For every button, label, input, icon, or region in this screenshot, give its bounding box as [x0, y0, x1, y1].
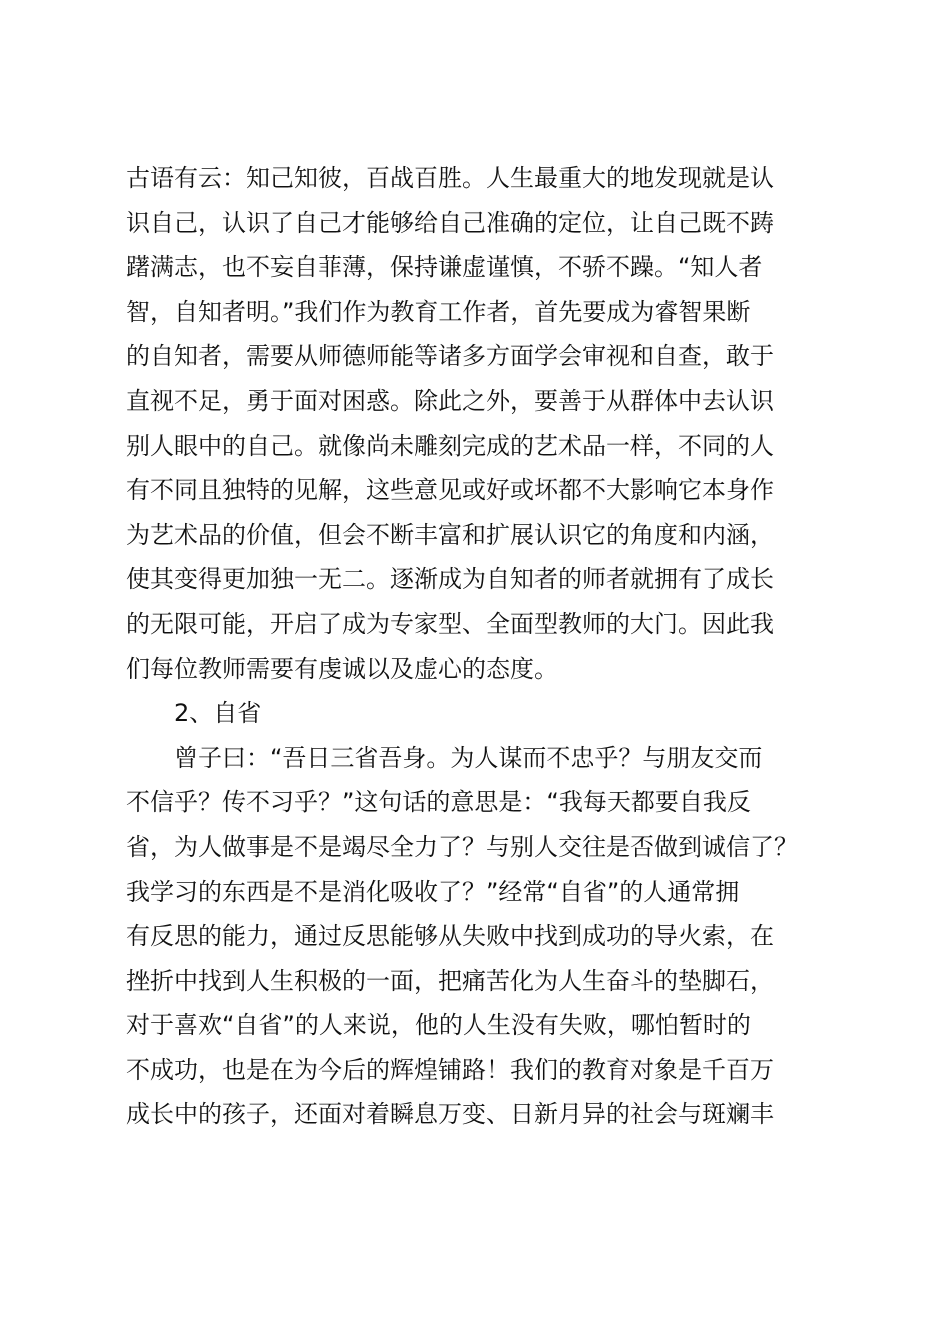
document-body	[126, 156, 846, 1137]
text-line: 有不同且独特的见解，这些意见或好或坏都不大影响它本身作	[126, 476, 774, 505]
text-line: 躇满志，也不妄自菲薄，保持谦虚谨慎，不骄不躁。“知人者	[126, 253, 763, 282]
text-line: 曾子曰：“吾日三省吾身。为人谋而不忠乎？与朋友交而	[174, 743, 763, 772]
text-line: 有反思的能力，通过反思能够从失败中找到成功的导火索，在	[126, 922, 774, 951]
text-line: 不成功，也是在为今后的辉煌铺路！我们的教育对象是千百万	[126, 1055, 774, 1084]
text-line: 我学习的东西是不是消化吸收了？”经常“自省”的人通常拥	[126, 877, 740, 906]
text-line: 使其变得更加独一无二。逐渐成为自知者的师者就拥有了成长	[126, 565, 774, 594]
text-line: 别人眼中的自己。就像尚未雕刻完成的艺术品一样，不同的人	[126, 431, 774, 460]
text-line: 成长中的孩子，还面对着瞬息万变、日新月异的社会与斑斓丰	[126, 1100, 774, 1129]
text-line: 的无限可能，开启了成为专家型、全面型教师的大门。因此我	[126, 609, 774, 638]
text-line: 古语有云：知己知彼，百战百胜。人生最重大的地发现就是认	[126, 164, 774, 192]
text-line: 们每位教师需要有虔诚以及虚心的态度。	[126, 654, 558, 683]
text-line: 省，为人做事是不是竭尽全力了？与别人交往是否做到诚信了？	[126, 832, 798, 861]
text-line: 识自己，认识了自己才能够给自己准确的定位，让自己既不踌	[126, 208, 774, 237]
section-heading: 2、自省	[174, 699, 262, 728]
text-line: 智，自知者明。”我们作为教育工作者，首先要成为睿智果断	[126, 297, 751, 326]
text-line: 为艺术品的价值，但会不断丰富和扩展认识它的角度和内涵，	[126, 520, 774, 549]
text-line: 对于喜欢“自省”的人来说，他的人生没有失败，哪怕暂时的	[126, 1011, 751, 1040]
text-line: 的自知者，需要从师德师能等诸多方面学会审视和自查，敢于	[126, 342, 774, 371]
text-line: 直视不足，勇于面对困惑。除此之外，要善于从群体中去认识	[126, 386, 774, 415]
text-line: 不信乎？传不习乎？”这句话的意思是：“我每天都要自我反	[126, 788, 751, 817]
text-line: 挫折中找到人生积极的一面，把痛苦化为人生奋斗的垫脚石，	[126, 966, 774, 995]
